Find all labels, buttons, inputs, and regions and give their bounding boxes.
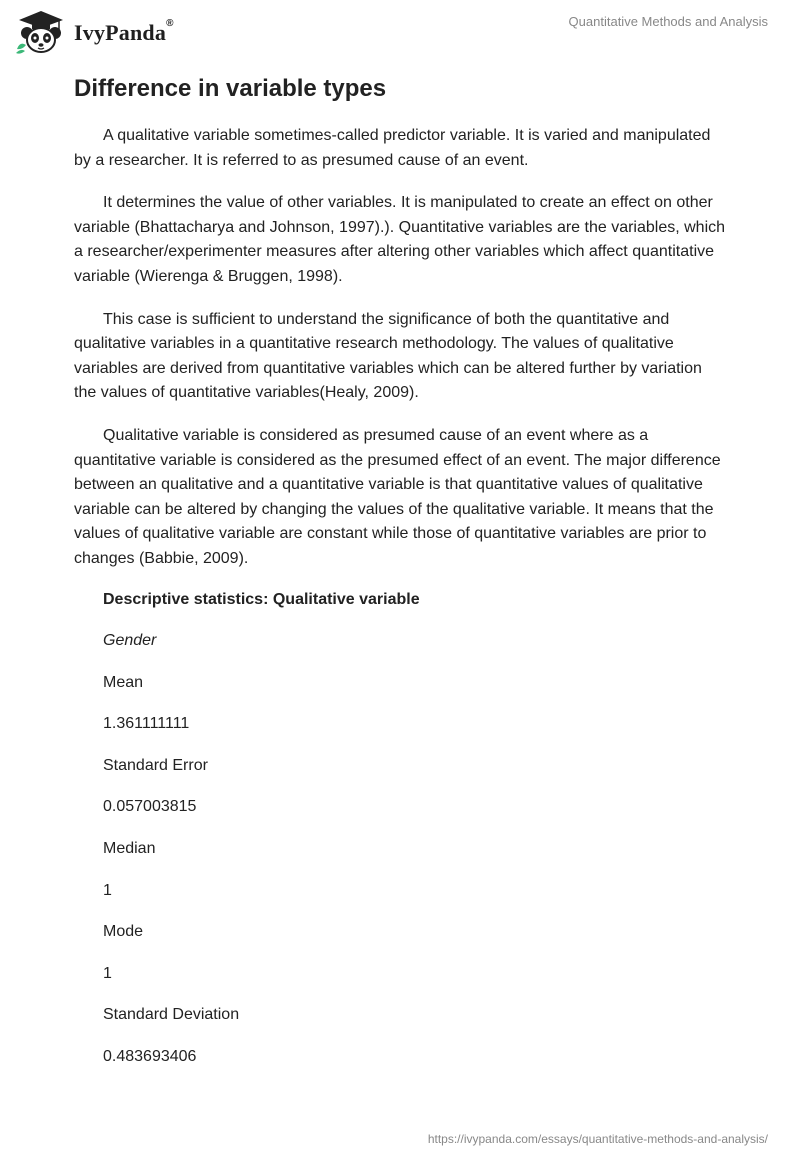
stat-value: 1	[103, 881, 112, 899]
article-body	[74, 72, 726, 1089]
paragraph: Qualitative variable is considered as presumed cause of an event where as a quantitative variable is considered as the presumed effect of an event. The major difference between an qualitative and a quantitative variable is that quantitative values of qualitative variable can be altered by changing the values of the qualitative variable. It means that the values of qualitative variable are constant while those of quantitative variables are prior to changes (Babbie, 2009).	[74, 426, 721, 567]
ivypanda-logo[interactable]	[14, 8, 174, 56]
stat-label: Mean	[103, 673, 144, 691]
panda-graduate-icon	[14, 9, 68, 55]
section-heading: Difference in variable types	[74, 75, 387, 102]
stats-variable-name: Gender	[103, 632, 157, 650]
descriptive-statistics	[74, 590, 726, 1068]
registered-mark: ®	[166, 18, 174, 29]
stat-value: 1.361111111	[103, 715, 190, 733]
stat-value: 1	[103, 964, 112, 982]
document-title: Quantitative Methods and Analysis	[568, 14, 768, 29]
stat-value: 0.057003815	[103, 798, 197, 816]
page-header	[0, 0, 800, 64]
paragraph: A qualitative variable sometimes-called predictor variable. It is varied and manipulated by a researcher. It is referred to as presumed cause of an event.	[74, 127, 711, 169]
paragraph: This case is sufficient to understand the significance of both the quantitative and qualitative variables in a quantitative research methodology. The values of qualitative variables are derived from quantitative variables which can be altered further by variation the values of quantitative variables(Healy, 2009).	[74, 310, 702, 402]
source-url[interactable]: https://ivypanda.com/essays/quantitative-methods-and-analysis/	[427, 1132, 768, 1146]
stat-value: 0.483693406	[103, 1048, 197, 1066]
paragraph: It determines the value of other variables. It is manipulated to create an effect on other variable (Bhattacharya and Johnson, 1997).). Quantitative variables are the variables, which a researcher/experimenter measures after altering other variables which affect quantitative variable (Wierenga & Bruggen, 1998).	[74, 194, 726, 285]
logo-wordmark: IvyPanda®	[74, 18, 174, 45]
stat-label: Mode	[103, 923, 144, 941]
stat-label: Median	[103, 840, 156, 858]
stat-label: Standard Error	[103, 756, 208, 774]
stat-label: Standard Deviation	[103, 1006, 240, 1024]
stats-heading: Descriptive statistics: Qualitative variable	[103, 590, 420, 608]
